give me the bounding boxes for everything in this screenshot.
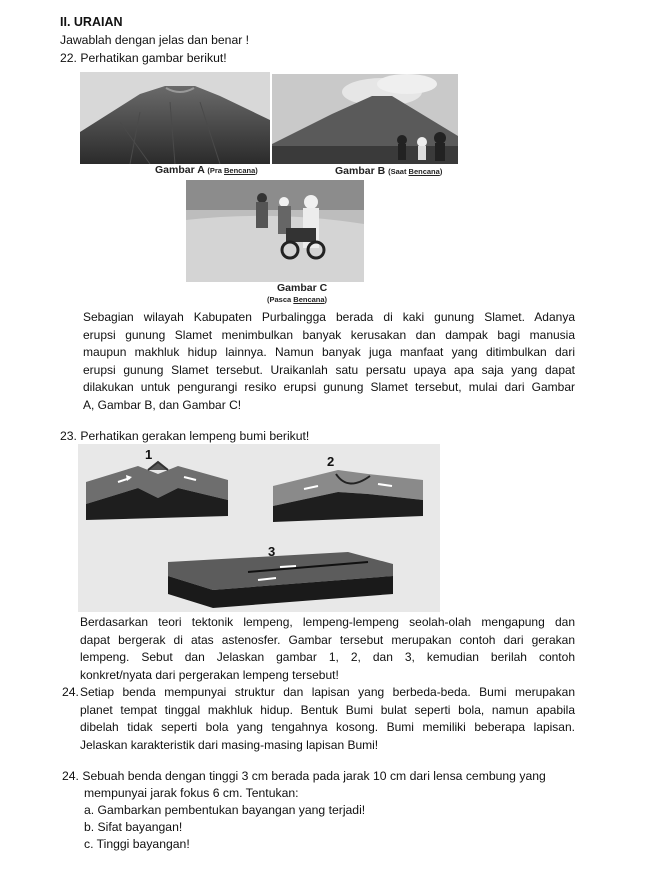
gambar-a-caption — [155, 164, 258, 176]
q24b-first-line: 24. Sebuah benda dengan tinggi 3 cm berada pada jarak 10 cm dari lensa cembung yang — [62, 769, 546, 783]
gambar-a-photo — [80, 72, 270, 164]
gambar-c-photo — [186, 180, 364, 282]
plate-label-3: 3 — [268, 544, 276, 559]
q24b-item-b: b. Sifat bayangan! — [84, 820, 183, 834]
gambar-b-note-prefix: (Saat — [388, 167, 409, 176]
q22-line: A, Gambar B, dan Gambar C! — [83, 397, 242, 412]
gambar-b-title: Gambar B — [335, 165, 386, 177]
gambar-b-caption — [335, 165, 442, 177]
q22-line: maupun makhluk hidup lainnya. Namun banyak juga manfaat yang ditimbulkan dari — [83, 345, 575, 360]
q22-line: erupsi gunung Slamet menimbulkan banyak kerusakan dan dampak bagi manusia — [83, 327, 575, 342]
q23-paragraph — [80, 614, 575, 684]
q24b-item-a: a. Gambarkan pembentukan bayangan yang terjadi! — [84, 803, 366, 817]
gambar-c-title: Gambar C — [277, 282, 328, 294]
section-instruction: Jawablah dengan jelas dan benar ! — [60, 33, 250, 47]
q22-line: Sebagian wilayah Kabupaten Purbalingga berada di kaki gunung Slamet. Adanya — [83, 310, 575, 324]
gambar-c-note-prefix: (Pasca — [267, 295, 294, 304]
gambar-c-note-word: Bencana — [293, 295, 325, 304]
section-title: II. URAIAN — [60, 15, 123, 29]
q23-line: konkret/nyata dari pergerakan lempeng tersebut! — [80, 667, 339, 682]
q22-figure — [80, 72, 460, 304]
gambar-a-note-suffix: ) — [255, 166, 258, 175]
q23-figure — [78, 444, 440, 612]
q23-line: dapat bergerak di atas astenosfer. Gambar tersebut merupakan contoh dari gerakan — [80, 632, 575, 647]
q24a-paragraph — [80, 684, 575, 754]
q24a-line: dibelah tidak seperti bola yang tengahnya kosong. Bumi memiliki beberapa lapisan. — [80, 720, 575, 735]
gambar-a-title: Gambar A — [155, 164, 205, 176]
plate-label-2: 2 — [327, 454, 335, 469]
q24b-second-line: mempunyai jarak fokus 6 cm. Tentukan: — [84, 786, 299, 800]
gambar-a-note-word: Bencana — [224, 166, 256, 175]
q24a-line: Setiap benda mempunyai struktur dan lapisan yang berbeda-beda. Bumi merupakan — [80, 685, 575, 699]
q22-prompt: 22. Perhatikan gambar berikut! — [60, 51, 227, 65]
q24a-line: planet tempat tinggal makhluk hidup. Bentuk Bumi bulat seperti bola, namun apabila — [80, 702, 575, 717]
plate-diagram — [78, 444, 440, 612]
plate-label-1: 1 — [145, 447, 153, 462]
q22-line: erupsi gunung Slamet tersebut. Uraikanlah satu persatu upaya apa saja yang dapat — [83, 362, 575, 377]
q22-line: dilakukan untuk pengurangi resiko erupsi gunung Slamet tersebut, mulai dari Gambar — [83, 380, 575, 395]
gambar-c-note-suffix: ) — [324, 295, 328, 304]
gambar-c-note — [267, 293, 327, 305]
q23-line: lempeng. Sebut dan Jelaskan gambar 1, 2, dan 3, kemudian berilah contoh — [80, 650, 575, 665]
gambar-b-note-suffix: ) — [439, 167, 443, 176]
gambar-b-note-word: Bencana — [408, 167, 440, 176]
q24a-number: 24. — [62, 685, 79, 699]
q22-paragraph — [83, 309, 575, 415]
q24a-line: Jelaskan karakteristik dari masing-masing lapisan Bumi! — [80, 737, 379, 752]
gambar-b-photo — [272, 74, 458, 164]
gambar-a-note-prefix: (Pra — [207, 166, 225, 175]
q23-line: Berdasarkan teori tektonik lempeng, lempeng-lempeng seolah-olah mengapung dan — [80, 615, 575, 629]
q23-prompt: 23. Perhatikan gerakan lempeng bumi berikut! — [60, 429, 310, 443]
q24b-item-c: c. Tinggi bayangan! — [84, 837, 190, 851]
